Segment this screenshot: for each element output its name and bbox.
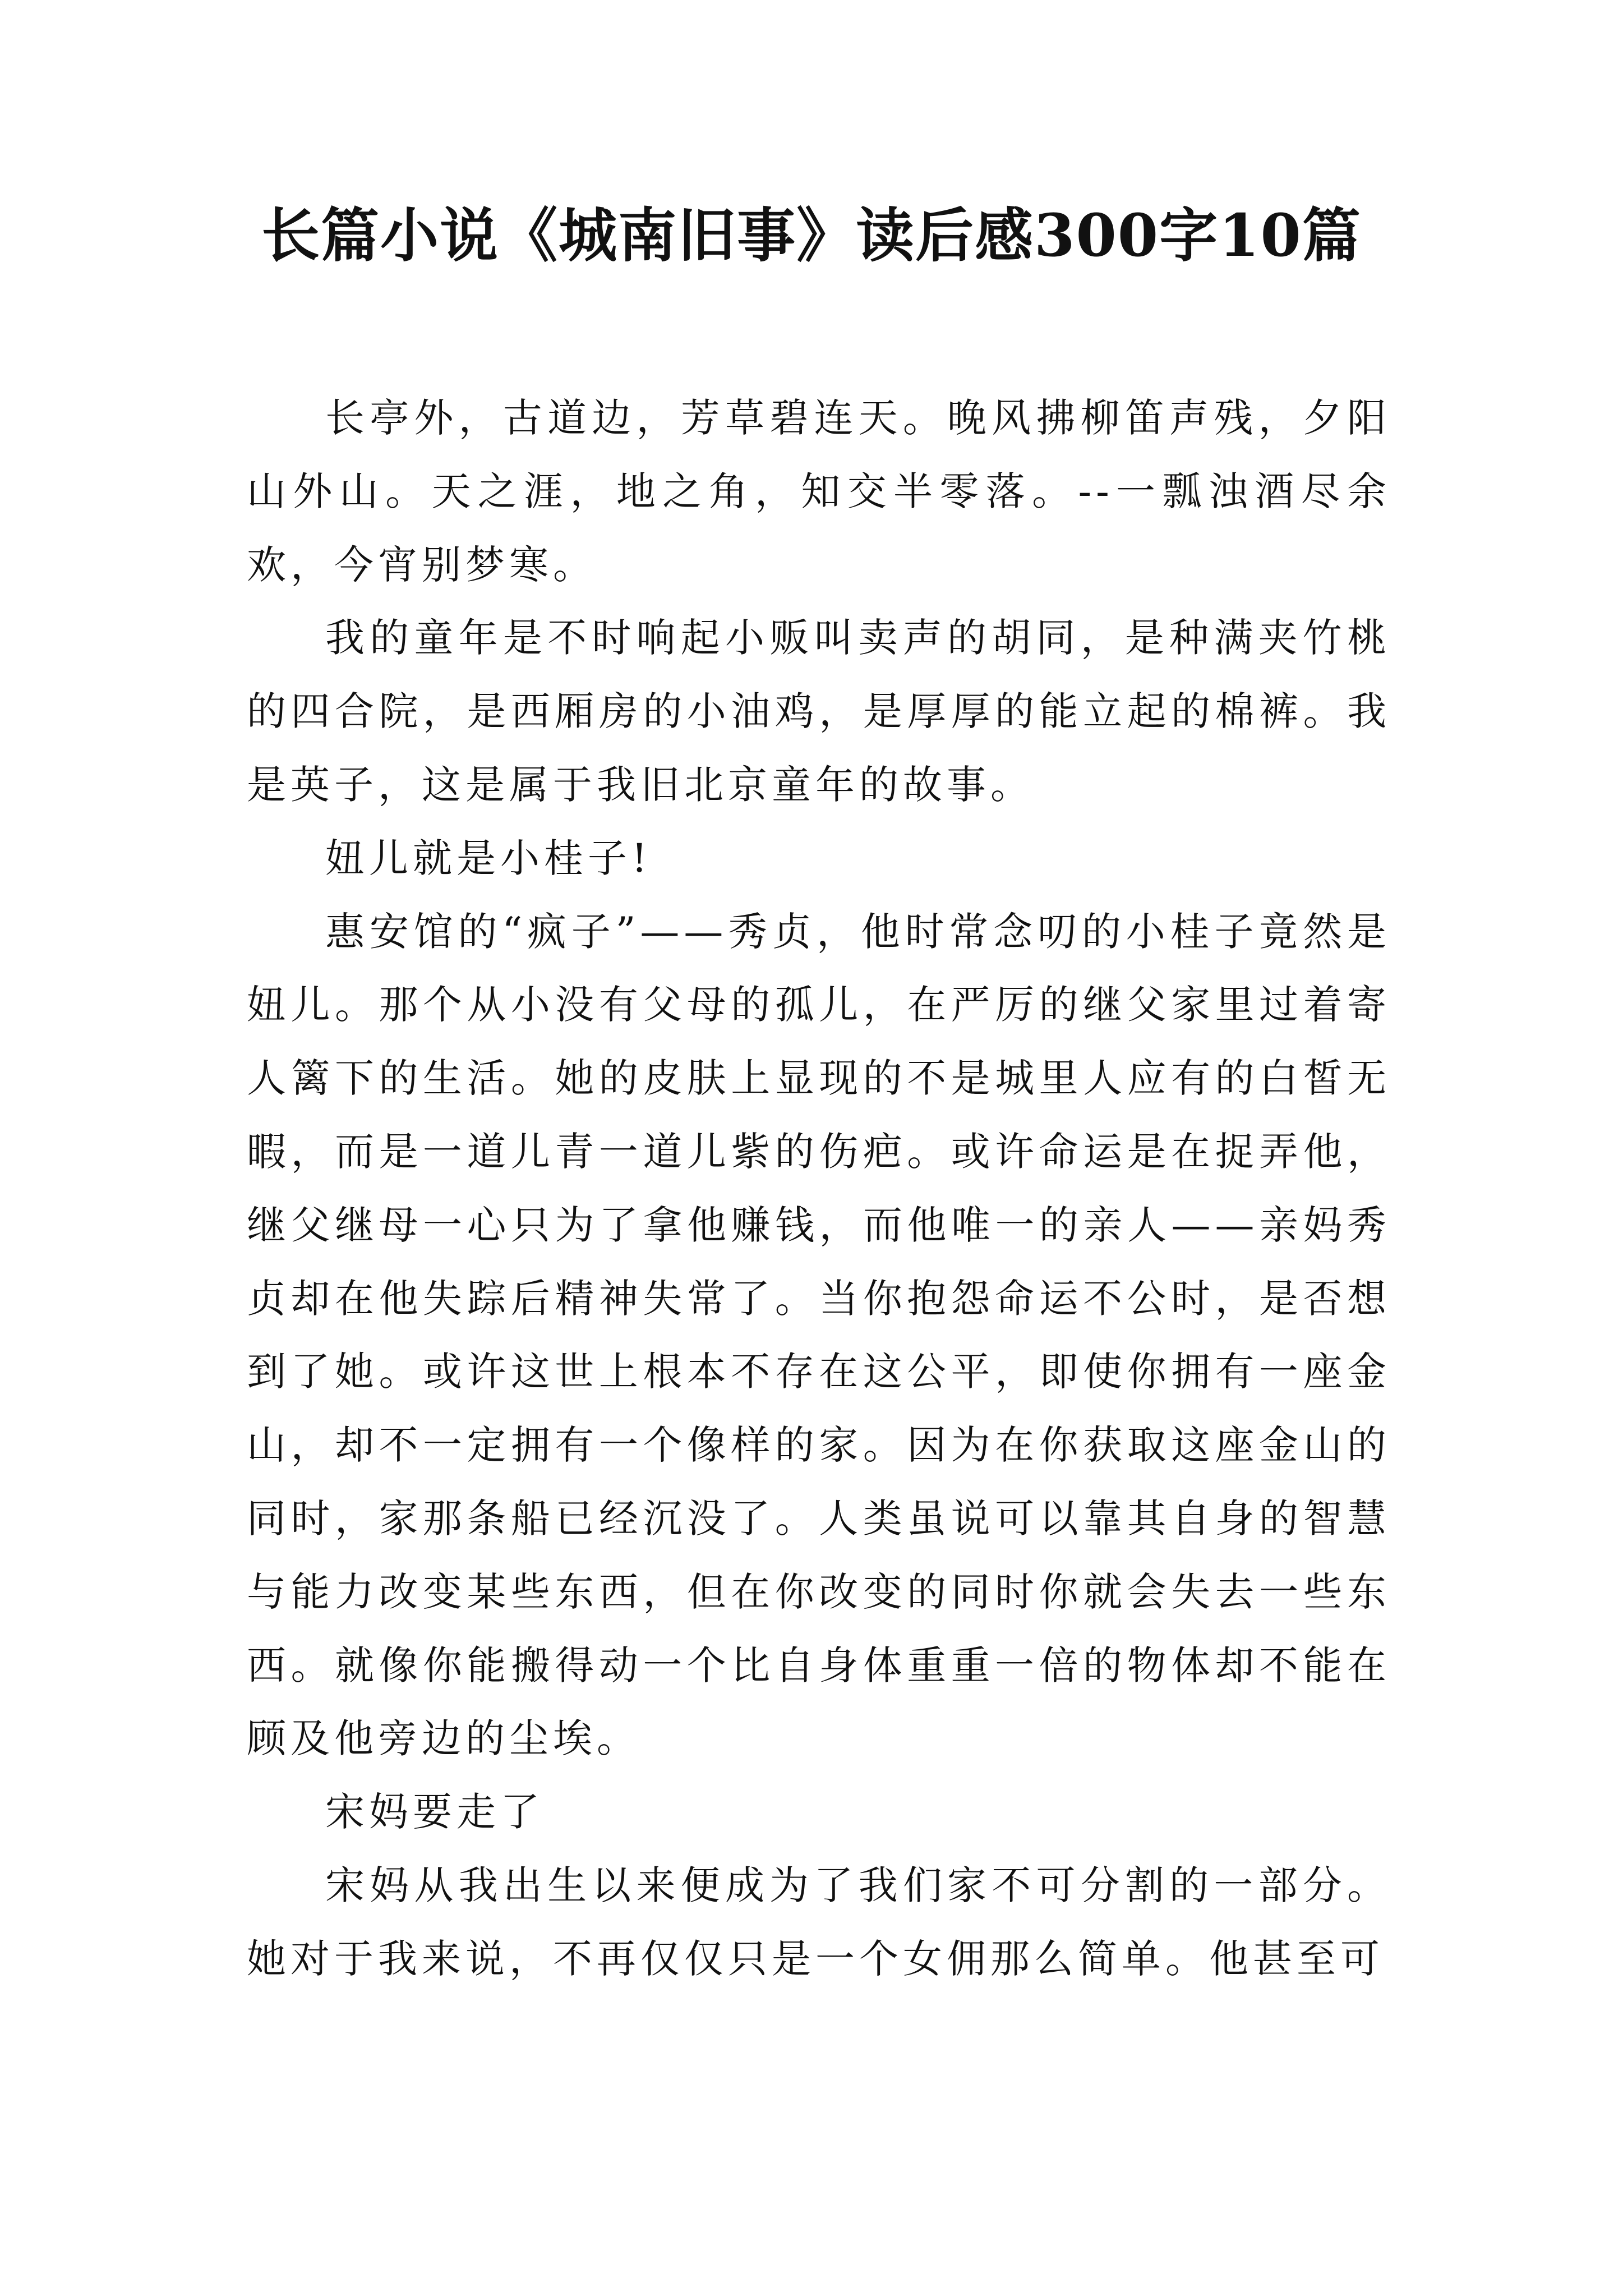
- document-body: [247, 381, 1391, 1996]
- page-title: 长篇小说《城南旧事》读后感300字10篇: [261, 201, 1362, 270]
- paragraph-3: 妞儿就是小桂子!: [325, 835, 652, 881]
- paragraph-5: 宋妈要走了: [325, 1789, 544, 1835]
- paragraph-6: 宋妈从我出生以来便成为了我们家不可分割的一部分。她对于我来说，不再仅仅只是一个女佣那么简单。他甚至可: [247, 1862, 1391, 1982]
- paragraph-4: 惠安馆的“疯子”——秀贞，他时常念叨的小桂子竟然是妞儿。那个从小没有父母的孤儿，在严厉的继父家里过着寄人篱下的生活。她的皮肤上显现的不是城里人应有的白皙无暇，而是一道儿青一道儿紫的伤疤。或许命运是在捉弄他，继父继母一心只为了拿他赚钱，而他唯一的亲人——亲妈秀贞却在他失踪后精神失常了。当你抱怨命运不公时，是否想到了她。或许这世上根本不存在这公平，即使你拥有一座金山，却不一定拥有一个像样的家。因为在你获取这座金山的同时，家那条船已经沉没了。人类虽说可以靠其自身的智慧与能力改变某些东西，但在你改变的同时你就会失去一些东西。就像你能搬得动一个比自身体重重一倍的物体却不能在顾及他旁边的尘埃。: [247, 908, 1391, 1762]
- paragraph-2: 我的童年是不时响起小贩叫卖声的胡同，是种满夹竹桃的四合院，是西厢房的小油鸡，是厚厚的能立起的棉裤。我是英子，这是属于我旧北京童年的故事。: [247, 615, 1391, 808]
- paragraph-1: 长亭外，古道边，芳草碧连天。晚风拂柳笛声残，夕阳山外山。天之涯，地之角，知交半零落。--一瓢浊酒尽余欢，今宵别梦寒。: [247, 395, 1391, 588]
